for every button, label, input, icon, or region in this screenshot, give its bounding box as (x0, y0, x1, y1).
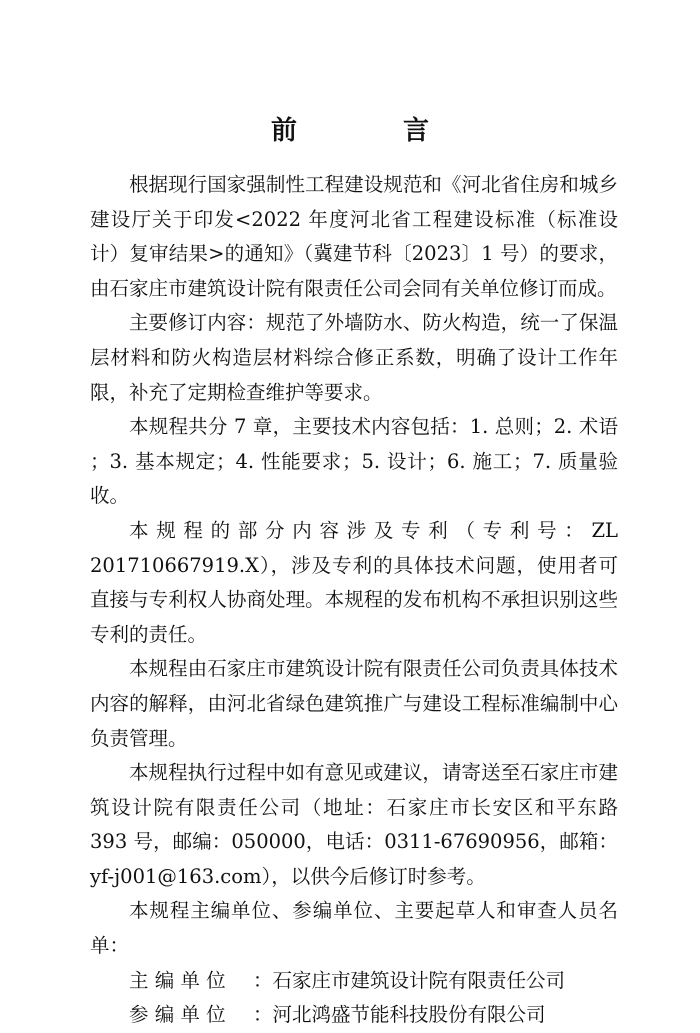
unit-value: 河北鸿盛节能科技股份有限公司 (272, 1003, 546, 1027)
document-body (90, 168, 618, 1033)
unit-label: 参 编 单 位 (129, 1003, 226, 1027)
paragraph-basis: 根据现行国家强制性工程建设规范和《河北省住房和城乡建设厅关于印发<2022 年度河北省工程建设标准（标准设计）复审结果>的通知》（冀建节科〔2023〕1 号）的要求，由石家庄市建筑设计院有限责任公司会同有关单位修订而成。 (90, 173, 618, 300)
paragraph-revision-content: 主要修订内容：规范了外墙防水、防火构造，统一了保温层材料和防火构造层材料综合修正系数，明确了设计工作年限，补充了定期检查维护等要求。 (90, 311, 618, 404)
paragraph-units-intro: 本规程主编单位、参编单位、主要起草人和审查人员名单： (90, 899, 618, 958)
unit-colon: ： (253, 1003, 273, 1027)
paragraph-feedback: 本规程执行过程中如有意见或建议，请寄送至石家庄市建筑设计院有限责任公司（地址：石家庄市长安区和平东路 393 号，邮编：050000，电话：0311-67690956，邮箱：yf-j001@163.com），以供今后修订时参考。 (90, 761, 618, 888)
unit-line-participating (90, 998, 618, 1033)
unit-value: 石家庄市建筑设计院有限责任公司 (272, 968, 566, 992)
paragraph-patent: 本规程的部分内容涉及专利（专利号：ZL 201710667919.X），涉及专利的具体技术问题，使用者可直接与专利权人协商处理。本规程的发布机构不承担识别这些专利的责任。 (90, 518, 618, 646)
unit-colon: ： (253, 968, 273, 992)
paragraph-interpretation: 本规程由石家庄市建筑设计院有限责任公司负责具体技术内容的解释，由河北省绿色建筑推广与建设工程标准编制中心负责管理。 (90, 657, 618, 750)
unit-label: 主 编 单 位 (129, 968, 226, 992)
page-title: 前 言 (270, 116, 469, 146)
unit-line-chief-editor (90, 964, 618, 999)
paragraph-chapters: 本规程共分 7 章，主要技术内容包括：1. 总则；2. 术语 ；3. 基本规定；4. 性能要求；5. 设计；6. 施工；7. 质量验收。 (90, 415, 618, 508)
